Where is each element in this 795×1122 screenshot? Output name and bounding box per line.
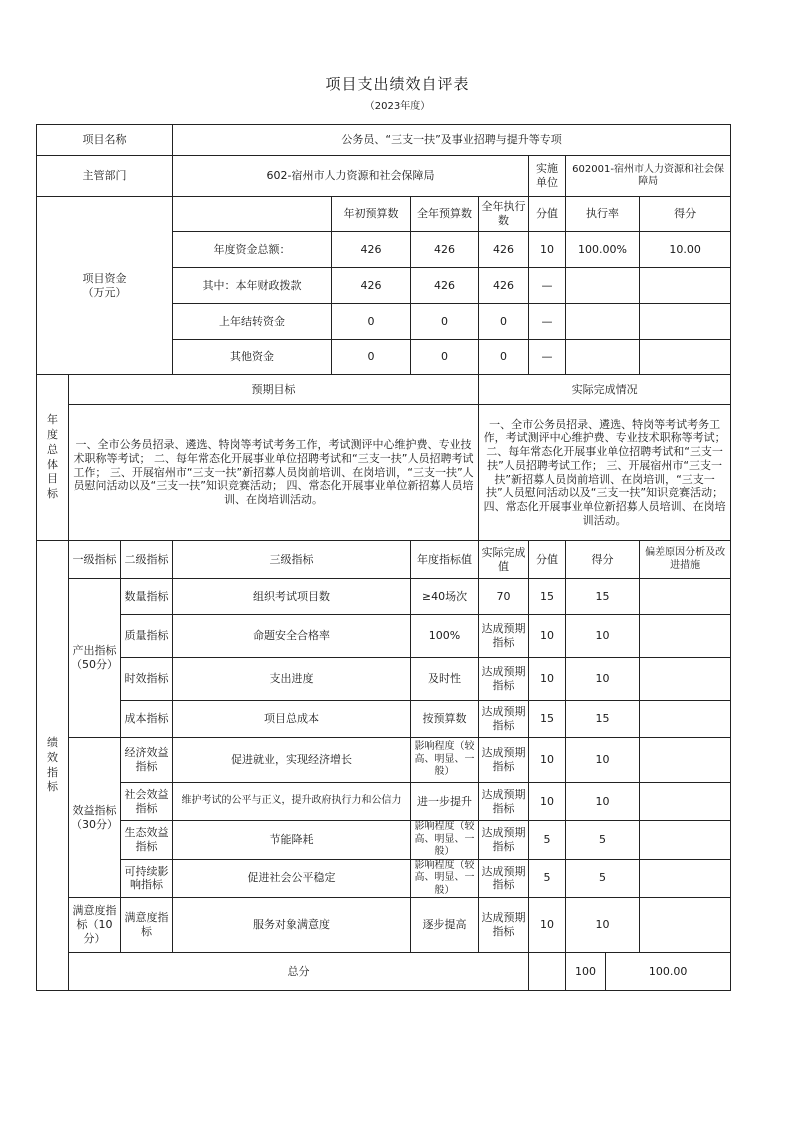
funds-row-score: 10 <box>529 232 566 268</box>
ind-l3: 维护考试的公平与正义，提升政府执行力和公信力 <box>173 783 411 821</box>
funds-row-name: 其中：本年财政拨款 <box>173 268 332 304</box>
ind-score: 15 <box>529 579 566 615</box>
ind-l2: 时效指标 <box>121 658 173 701</box>
total-blank <box>529 953 566 991</box>
funds-header-annual: 全年预算数 <box>411 197 479 232</box>
ind-actual: 达成预期指标 <box>479 615 529 658</box>
ind-actual: 达成预期指标 <box>479 898 529 953</box>
funds-row-annual: 426 <box>411 232 479 268</box>
goals-actual-text: 一、全市公务员招录、遴选、特岗等考试考务工作，考试测评中心维护费、专业技术职称等考试； 二、每年常态化开展事业单位招聘考试和“三支一扶”人员招聘考试工作； 三、开展宿州市“三支一扶”新招募人员岗前培训、在岗培训，“三支一扶”人员慰问活动以及“三支一扶”知识竞赛活动； 四、常态化开展事业单位新招募人员培训、在岗培训活动。 <box>479 405 731 541</box>
funds-row-name: 其他资金 <box>173 340 332 375</box>
ind-header-got: 得分 <box>566 541 640 579</box>
indicator-row <box>37 579 731 615</box>
ind-group-satisfaction: 满意度指标（10分） <box>69 898 121 953</box>
ind-l3: 项目总成本 <box>173 701 411 738</box>
ind-group-benefit: 效益指标（30分） <box>69 738 121 898</box>
project-name-value: 公务员、“三支一扶”及事业招聘与提升等专项 <box>173 125 731 156</box>
form-year: （2023年度） <box>364 101 431 112</box>
ind-header-target: 年度指标值 <box>411 541 479 579</box>
funds-header-got: 得分 <box>640 197 731 232</box>
indicator-row <box>37 821 731 860</box>
ind-got: 10 <box>566 738 640 783</box>
goals-expected-header: 预期目标 <box>69 375 479 405</box>
ind-l2: 质量指标 <box>121 615 173 658</box>
funds-row-score: — <box>529 340 566 375</box>
funds-row-executed: 0 <box>479 340 529 375</box>
ind-group-output: 产出指标（50分） <box>69 579 121 738</box>
ind-actual: 达成预期指标 <box>479 658 529 701</box>
ind-l2: 可持续影响指标 <box>121 859 173 898</box>
indicator-row <box>37 859 731 898</box>
total-label: 总分 <box>69 953 529 991</box>
ind-l3: 服务对象满意度 <box>173 898 411 953</box>
ind-l2: 成本指标 <box>121 701 173 738</box>
funds-row-annual: 0 <box>411 340 479 375</box>
funds-row-rate <box>566 304 640 340</box>
ind-target: 进一步提升 <box>411 783 479 821</box>
funds-row-executed: 0 <box>479 304 529 340</box>
ind-score: 5 <box>529 859 566 898</box>
self-evaluation-table <box>36 124 731 991</box>
ind-target: ≥40场次 <box>411 579 479 615</box>
ind-score: 15 <box>529 701 566 738</box>
ind-deviation <box>640 821 731 860</box>
funds-label-text: 项目资金 <box>82 271 127 285</box>
ind-deviation <box>640 579 731 615</box>
ind-score: 10 <box>529 898 566 953</box>
dept-label: 主管部门 <box>37 156 173 197</box>
ind-got: 5 <box>566 821 640 860</box>
funds-header-score: 分值 <box>529 197 566 232</box>
ind-got: 10 <box>566 615 640 658</box>
total-got: 100.00 <box>606 953 731 991</box>
ind-score: 10 <box>529 615 566 658</box>
ind-l3: 促进社会公平稳定 <box>173 859 411 898</box>
funds-row-annual: 426 <box>411 268 479 304</box>
ind-l2: 生态效益指标 <box>121 821 173 860</box>
funds-header-rate: 执行率 <box>566 197 640 232</box>
ind-header-score: 分值 <box>529 541 566 579</box>
ind-target: 按预算数 <box>411 701 479 738</box>
ind-target: 影响程度（较高、明显、一般） <box>411 859 479 898</box>
funds-row-initial: 0 <box>332 340 411 375</box>
ind-l3: 促进就业，实现经济增长 <box>173 738 411 783</box>
ind-l2: 数量指标 <box>121 579 173 615</box>
funds-row-got <box>640 340 731 375</box>
ind-l3: 支出进度 <box>173 658 411 701</box>
ind-target: 100% <box>411 615 479 658</box>
funds-header-initial: 年初预算数 <box>332 197 411 232</box>
indicator-row <box>37 783 731 821</box>
ind-got: 10 <box>566 783 640 821</box>
indicator-row <box>37 658 731 701</box>
ind-header-l2: 二级指标 <box>121 541 173 579</box>
ind-actual: 70 <box>479 579 529 615</box>
ind-l2: 社会效益指标 <box>121 783 173 821</box>
funds-row-name: 年度资金总额： <box>173 232 332 268</box>
funds-row-rate <box>566 268 640 304</box>
ind-got: 5 <box>566 859 640 898</box>
funds-unit: （万元） <box>82 285 127 299</box>
ind-actual: 达成预期指标 <box>479 738 529 783</box>
ind-deviation <box>640 783 731 821</box>
funds-row-rate: 100.00% <box>566 232 640 268</box>
funds-row-initial: 426 <box>332 268 411 304</box>
ind-deviation <box>640 859 731 898</box>
funds-row-name: 上年结转资金 <box>173 304 332 340</box>
ind-deviation <box>640 898 731 953</box>
funds-row-score: — <box>529 268 566 304</box>
ind-deviation <box>640 738 731 783</box>
funds-row-executed: 426 <box>479 268 529 304</box>
ind-got: 15 <box>566 701 640 738</box>
ind-actual: 达成预期指标 <box>479 859 529 898</box>
funds-row-got <box>640 268 731 304</box>
ind-score: 5 <box>529 821 566 860</box>
indicator-row <box>37 701 731 738</box>
ind-l2: 满意度指标 <box>121 898 173 953</box>
ind-l2: 经济效益指标 <box>121 738 173 783</box>
funds-header-blank <box>173 197 332 232</box>
ind-got: 10 <box>566 898 640 953</box>
ind-got: 15 <box>566 579 640 615</box>
indicator-row <box>37 615 731 658</box>
ind-score: 10 <box>529 738 566 783</box>
ind-actual: 达成预期指标 <box>479 701 529 738</box>
funds-row-initial: 426 <box>332 232 411 268</box>
indicators-label <box>37 541 69 991</box>
goals-expected-text: 一、全市公务员招录、遴选、特岗等考试考务工作，考试测评中心维护费、专业技术职称等考试； 二、每年常态化开展事业单位招聘考试和“三支一扶”人员招聘考试工作； 三、开展宿州市“三支一扶”新招募人员岗前培训、在岗培训，“三支一扶”人员慰问活动以及“三支一扶”知识竞赛活动； 四、常态化开展事业单位新招募人员培训、在岗培训活动。 <box>69 405 479 541</box>
ind-actual: 达成预期指标 <box>479 783 529 821</box>
funds-row-got <box>640 304 731 340</box>
impl-label: 实施单位 <box>529 156 566 197</box>
ind-target: 影响程度（较高、明显、一般） <box>411 821 479 860</box>
project-name-label: 项目名称 <box>37 125 173 156</box>
funds-header-executed: 全年执行数 <box>479 197 529 232</box>
funds-row-score: — <box>529 304 566 340</box>
ind-target: 逐步提高 <box>411 898 479 953</box>
form-title: 项目支出绩效自评表 <box>325 75 470 93</box>
ind-score: 10 <box>529 658 566 701</box>
funds-row-got: 10.00 <box>640 232 731 268</box>
indicator-row <box>37 898 731 953</box>
ind-l3: 组织考试项目数 <box>173 579 411 615</box>
ind-header-deviation: 偏差原因分析及改进措施 <box>640 541 731 579</box>
funds-row-rate <box>566 340 640 375</box>
ind-deviation <box>640 615 731 658</box>
ind-header-actual: 实际完成值 <box>479 541 529 579</box>
funds-label <box>37 197 173 375</box>
ind-deviation <box>640 658 731 701</box>
indicators-label-text: 绩效指标 <box>47 735 58 794</box>
ind-target: 及时性 <box>411 658 479 701</box>
funds-row-executed: 426 <box>479 232 529 268</box>
indicator-row <box>37 738 731 783</box>
ind-header-l3: 三级指标 <box>173 541 411 579</box>
ind-deviation <box>640 701 731 738</box>
goals-label <box>37 375 69 541</box>
goals-actual-header: 实际完成情况 <box>479 375 731 405</box>
goals-label-text: 年度总体目标 <box>47 412 58 501</box>
dept-value: 602-宿州市人力资源和社会保障局 <box>173 156 529 197</box>
impl-value: 602001-宿州市人力资源和社会保障局 <box>566 156 731 197</box>
ind-got: 10 <box>566 658 640 701</box>
ind-l3: 节能降耗 <box>173 821 411 860</box>
total-score: 100 <box>566 953 606 991</box>
funds-row-initial: 0 <box>332 304 411 340</box>
funds-row-annual: 0 <box>411 304 479 340</box>
ind-header-l1: 一级指标 <box>69 541 121 579</box>
ind-actual: 达成预期指标 <box>479 821 529 860</box>
ind-score: 10 <box>529 783 566 821</box>
ind-target: 影响程度（较高、明显、一般） <box>411 738 479 783</box>
ind-l3: 命题安全合格率 <box>173 615 411 658</box>
